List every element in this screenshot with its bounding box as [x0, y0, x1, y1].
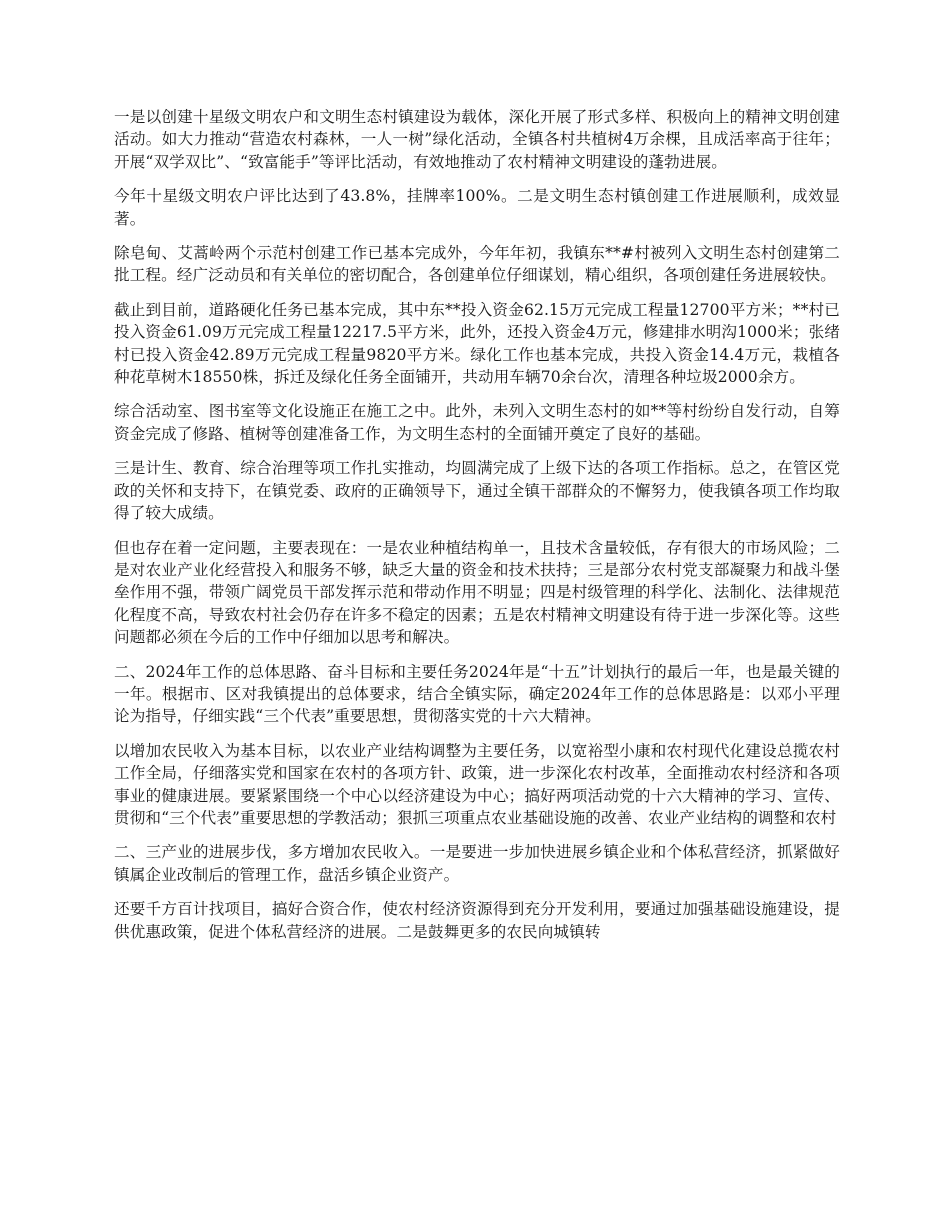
paragraph: 综合活动室、图书室等文化设施正在施工之中。此外，未列入文明生态村的如**等村纷纷自发行动，自筹资金完成了修路、植树等创建准备工作，为文明生态村的全面铺开奠定了良好的基础。	[114, 402, 840, 443]
paragraph: 今年十星级文明农户评比达到了43.8%，挂牌率100%。二是文明生态村镇创建工作进展顺利，成效显著。	[114, 187, 840, 228]
paragraph: 一是以创建十星级文明农户和文明生态村镇建设为载体，深化开展了形式多样、积极向上的精神文明创建活动。如大力推动“营造农村森林，一人一树”绿化活动，全镇各村共植树4万余棵，且成活率高于往年；开展“双学双比”、“致富能手”等评比活动，有效地推动了农村精神文明建设的蓬勃进展。	[114, 108, 840, 171]
paragraph: 二、2024年工作的总体思路、奋斗目标和主要任务2024年是“十五”计划执行的最后一年，也是最关键的一年。根据市、区对我镇提出的总体要求，结合全镇实际，确定2024年工作的总体思路是：以邓小平理论为指导，仔细实践“三个代表”重要思想，贯彻落实党的十六大精神。	[114, 662, 840, 726]
paragraph: 三是计生、教育、综合治理等项工作扎实推动，均圆满完成了上级下达的各项工作指标。总之，在管区党政的关怀和支持下，在镇党委、政府的正确领导下，通过全镇干部群众的不懈努力，使我镇各项工作均取得了较大成绩。	[114, 459, 840, 523]
paragraph: 除皂甸、艾蒿岭两个示范村创建工作已基本完成外，今年年初，我镇东**#村被列入文明生态村创建第二批工程。经广泛动员和有关单位的密切配合，各创建单位仔细谋划，精心组织，各项创建任务进展较快。	[114, 244, 840, 285]
paragraph: 截止到目前，道路硬化任务已基本完成，其中东**投入资金62.15万元完成工程量12700平方米；**村已投入资金61.09万元完成工程量12217.5平方米，此外，还投入资金4万元，修建排水明沟1000米；张绪村已投入资金42.89万元完成工程量9820平方米。绿化工作也基本完成，共投入资金14.4万元，栽植各种花草树木18550株，拆迁及绿化任务全面铺开，共动用车辆70余台次，清理各种垃圾2000余方。	[114, 300, 840, 387]
paragraph: 以增加农民收入为基本目标，以农业产业结构调整为主要任务，以宽裕型小康和农村现代化建设总揽农村工作全局，仔细落实党和国家在农村的各项方针、政策，进一步深化农村改革，全面推动农村经济和各项事业的健康进展。要紧紧围绕一个中心以经济建设为中心；搞好两项活动党的十六大精神的学习、宣传、贯彻和“三个代表”重要思想的学教活动；狠抓三项重点农业基础设施的改善、农业产业结构的调整和农村	[114, 741, 840, 827]
paragraph: 二、三产业的进展步伐，多方增加农民收入。一是要进一步加快进展乡镇企业和个体私营经济，抓紧做好镇属企业改制后的管理工作，盘活乡镇企业资产。	[114, 843, 840, 884]
paragraph: 还要千方百计找项目，搞好合资合作，使农村经济资源得到充分开发利用，要通过加强基础设施建设，提供优惠政策，促进个体私营经济的进展。二是鼓舞更多的农民向城镇转	[114, 900, 840, 941]
paragraph: 但也存在着一定问题，主要表现在：一是农业种植结构单一，且技术含量较低，存有很大的市场风险；二是对农业产业化经营投入和服务不够，缺乏大量的资金和技术扶持；三是部分农村党支部凝聚力和战斗堡垒作用不强，带领广阔党员干部发挥示范和带动作用不明显；四是村级管理的科学化、法制化、法律规范化程度不高，导致农村社会仍存在许多不稳定的因素；五是农村精神文明建设有待于进一步深化等。这些问题都必须在今后的工作中仔细加以思考和解决。	[114, 538, 840, 647]
document-body	[114, 106, 840, 955]
